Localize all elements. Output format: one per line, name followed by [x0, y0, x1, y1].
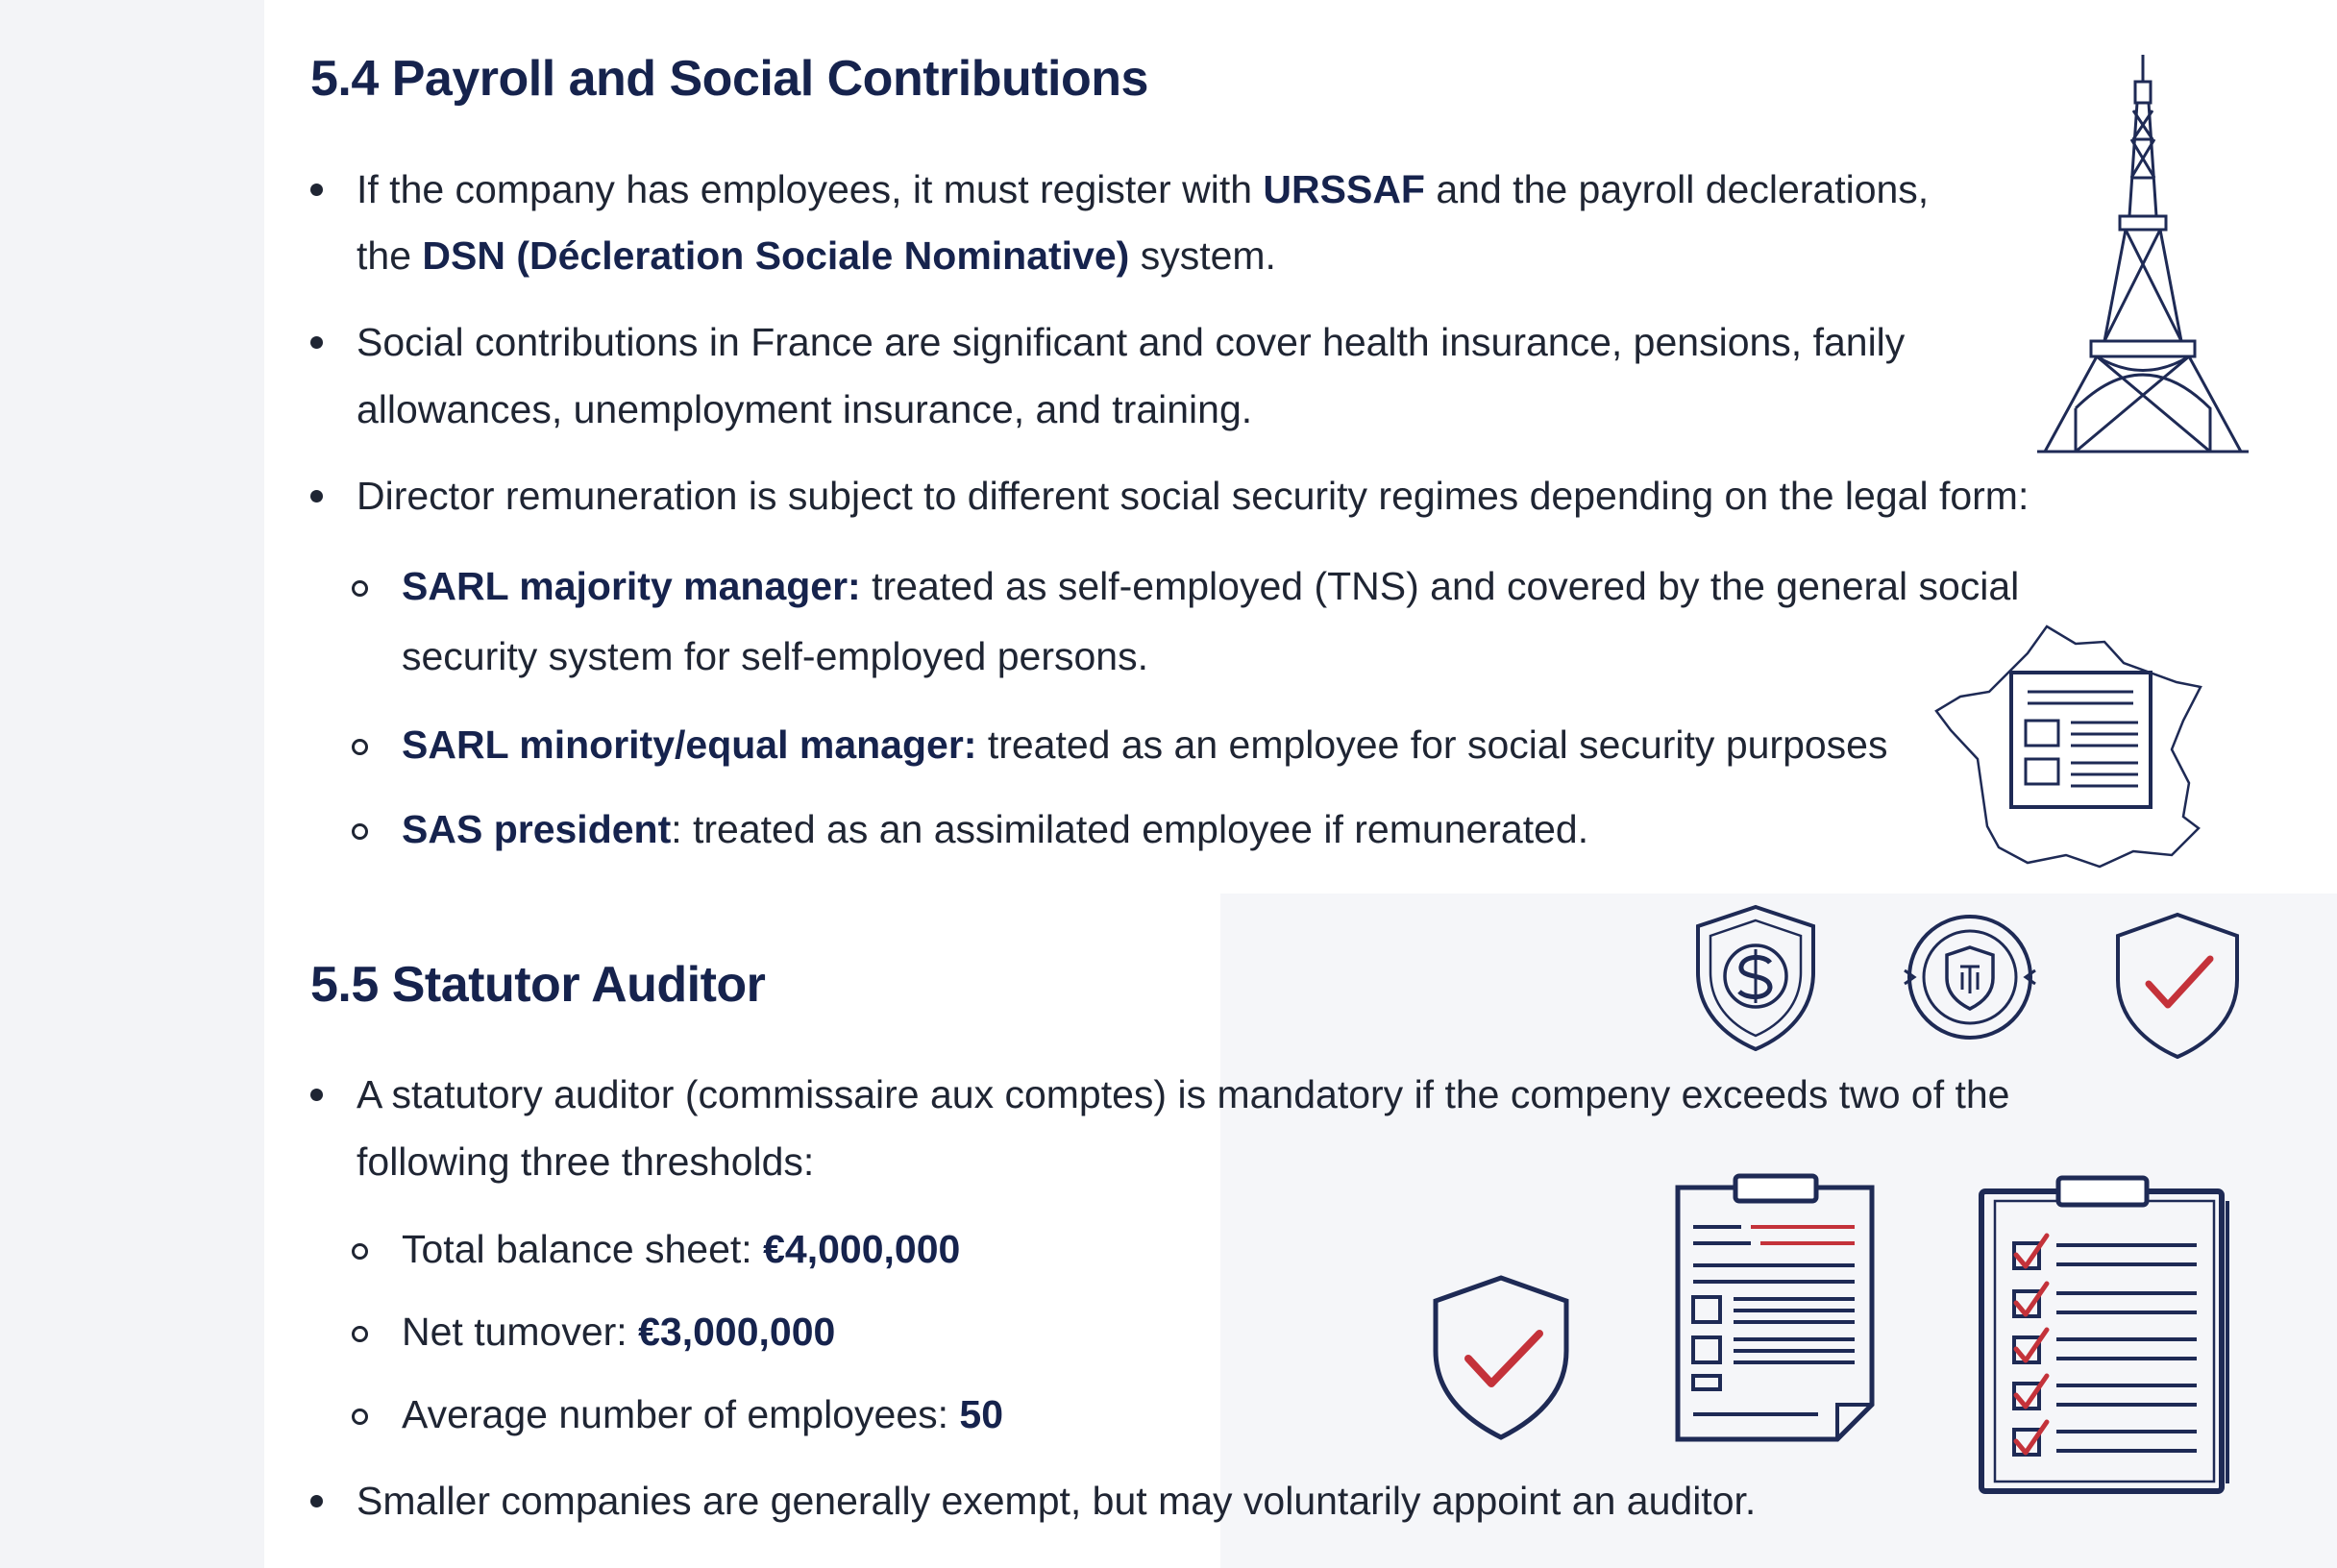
text: Average number of employees: — [402, 1392, 960, 1436]
bullet-dot — [310, 184, 323, 196]
bullet-line: Director remuneration is subject to different social security regimes depending on the legal form: — [357, 474, 2030, 518]
bold-text: €4,000,000 — [763, 1227, 961, 1271]
bullet-line: following three thresholds: — [357, 1139, 815, 1184]
text: Net tumover: — [402, 1310, 639, 1354]
bullet-dot — [310, 1089, 323, 1101]
bullet-line — [402, 1225, 960, 1273]
subbullet-circle — [352, 1409, 368, 1425]
checklist-clipboard-icon — [1978, 1178, 2237, 1495]
bullet-line: Smaller companies are generally exempt, but may voluntarily appoint an auditor. — [357, 1479, 1757, 1523]
subbullet-circle — [352, 823, 368, 840]
bold-text: URSSAF — [1263, 167, 1425, 211]
subbullet-circle — [352, 739, 368, 755]
subbullet-circle — [352, 580, 368, 597]
text: Total balance sheet: — [402, 1227, 764, 1271]
dollar-shield-icon — [1693, 903, 1818, 1052]
bullet-line — [402, 805, 1588, 853]
bullet-line: allowances, unemployment insurance, and training. — [357, 387, 1253, 431]
section-heading-auditor: 5.5 Statutor Auditor — [310, 957, 766, 1013]
bullet-dot — [310, 1495, 323, 1507]
text: system. — [1129, 233, 1276, 278]
subbullet-circle — [352, 1326, 368, 1342]
bold-text: €3,000,000 — [638, 1310, 836, 1354]
bullet-line — [402, 721, 1887, 769]
bold-text: SAS president — [402, 807, 672, 851]
text: treated as an employee for social security purposes — [976, 723, 1888, 767]
france-map-document-icon — [1931, 615, 2210, 874]
text: the — [357, 233, 423, 278]
bullet-line: security system for self-employed persons. — [402, 634, 1148, 678]
bullet-dot — [310, 336, 323, 349]
text: and the payroll declerations, — [1424, 167, 1930, 211]
bullet-line — [357, 165, 1929, 213]
left-margin — [0, 0, 264, 1568]
seal-badge-icon — [1903, 913, 2037, 1042]
bullet-line — [402, 1308, 835, 1356]
check-shield-small-icon — [1432, 1274, 1571, 1442]
bullet-dot — [310, 490, 323, 502]
bold-text: SARL majority manager: — [402, 564, 861, 608]
bullet-line: Social contributions in France are significant and cover health insurance, pensions, fanily — [357, 320, 1906, 364]
bullet-line: A statutory auditor (commissaire aux comptes) is mandatory if the compeny exceeds two of the — [357, 1072, 2010, 1116]
section-heading-payroll: 5.4 Payroll and Social Contributions — [310, 51, 1148, 107]
subbullet-circle — [352, 1243, 368, 1260]
eiffel-tower-icon — [2037, 53, 2249, 456]
report-clipboard-icon — [1674, 1174, 1876, 1443]
bold-text: DSN (Décleration Sociale Nominative) — [422, 233, 1130, 278]
text: If the company has employees, it must register with — [357, 167, 1264, 211]
bold-text: SARL minority/equal manager: — [402, 723, 977, 767]
bold-text: 50 — [959, 1392, 1004, 1436]
bullet-line — [402, 1390, 1003, 1438]
bullet-line — [357, 232, 1276, 280]
bullet-line — [402, 562, 2019, 610]
text: treated as self-employed (TNS) and covered by the general social — [860, 564, 2020, 608]
check-shield-icon — [2112, 911, 2243, 1060]
text: : treated as an assimilated employee if remunerated. — [671, 807, 1589, 851]
